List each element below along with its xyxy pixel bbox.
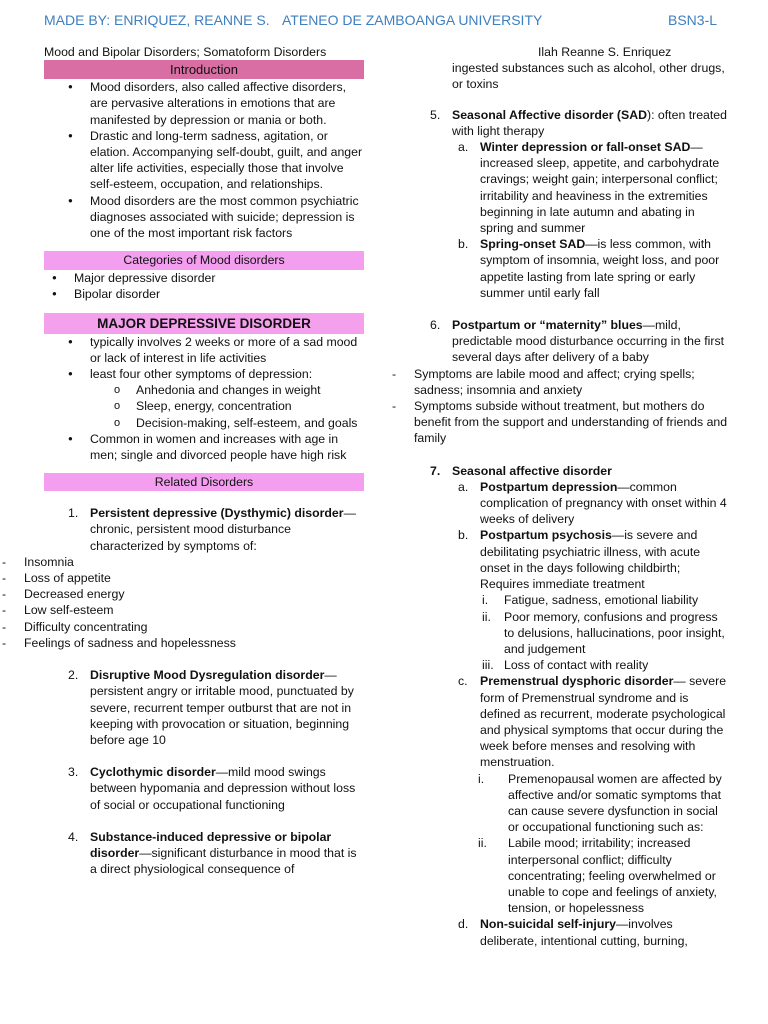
roman-number: ii. — [478, 836, 487, 851]
page-header — [0, 12, 768, 32]
sad-item-b — [398, 236, 728, 301]
item-term: Premenstrual dysphoric disorder — [480, 674, 674, 689]
author-name: Ilah Reanne S. Enriquez — [538, 45, 672, 59]
mdd-sublist — [44, 382, 364, 431]
roman-text: Labile mood; irritability; increased interpersonal conflict; difficulty concentrating; feeling overwhelmed or unable to cope and feelings of anxiety, tension, or hopelessness — [508, 836, 717, 916]
list-item: ● Bipolar disorder — [44, 286, 364, 302]
list-item: - Difficulty concentrating — [0, 619, 364, 635]
item-number: 1. — [68, 506, 79, 521]
item-term: Seasonal affective disorder — [452, 463, 612, 478]
item-text: —is less common, with symptom of insomnia, weight loss, and poor appetite lasting from late spring or early summer until early fall — [480, 237, 720, 300]
item-term: Cyclothymic disorder — [90, 765, 216, 780]
header-author: MADE BY: ENRIQUEZ, REANNE S. — [44, 12, 270, 28]
list-item: ● typically involves 2 weeks or more of a sad mood or lack of interest in life activities — [44, 334, 364, 366]
item-text: —chronic, persistent mood disturbance characterized by symptoms of: — [90, 506, 356, 553]
left-column — [24, 44, 364, 877]
mdd-heading: MAJOR DEPRESSIVE DISORDER — [44, 313, 364, 334]
header-school: ATENEO DE ZAMBOANGA UNIVERSITY — [282, 12, 543, 28]
list-item — [44, 366, 364, 431]
item-text: —mild mood swings between hypomania and depression without loss of social or occupational functioning — [90, 765, 356, 812]
sublist-item: o Decision-making, self-esteem, and goals — [44, 415, 364, 431]
postpartum-item-c — [398, 673, 728, 770]
list-item: ● Mood disorders, also called affective disorders, are pervasive alterations in emotions that are manifested by depression or mania or both. — [44, 79, 364, 128]
item-text: —is severe and debilitating psychiatric illness, with acute onset in the days following childbirth; Requires immediate treatment — [480, 528, 701, 592]
introduction-list — [44, 79, 364, 241]
list-item: - Feelings of sadness and hopelessness — [0, 635, 364, 651]
item-term: Postpartum or “maternity” blues — [452, 318, 643, 333]
list-item: ● Common in women and increases with age in men; single and divorced people have high risk — [44, 431, 364, 463]
postpartum-item-a — [398, 479, 728, 528]
item-number: 4. — [68, 829, 79, 844]
item-letter: c. — [458, 674, 468, 689]
postpartum-item-b — [398, 527, 728, 592]
list-item: - Symptoms subside without treatment, but mothers do benefit from the support and understanding of friends and family — [390, 398, 728, 447]
introduction-heading: Introduction — [44, 60, 364, 79]
list-item: - Symptoms are labile mood and affect; crying spells; sadness; insomnia and anxiety — [390, 366, 728, 398]
related-item-3 — [44, 764, 364, 813]
item-letter: a. — [458, 140, 469, 155]
item-term: Non-suicidal self-injury — [480, 917, 616, 932]
related-heading: Related Disorders — [44, 473, 364, 491]
roman-text: Premenopausal women are affected by affective and/or somatic symptoms that can cause severe dysfunction in social or occupational functioning such as: — [508, 771, 722, 835]
item-term: Seasonal Affective disorder (SAD — [452, 107, 647, 122]
r6-symptom-list — [390, 366, 728, 447]
list-item: - Low self-esteem — [0, 602, 364, 618]
item-text: —common complication of pregnancy with onset within 4 weeks of delivery — [480, 479, 727, 527]
item-letter: b. — [458, 528, 469, 543]
roman-item — [398, 835, 728, 916]
continued-text: ingested substances such as alcohol, other drugs, or toxins — [452, 61, 725, 92]
header-section: BSN3-L — [668, 12, 718, 28]
item-term: Postpartum psychosis — [480, 528, 612, 543]
document-title: Mood and Bipolar Disorders; Somatoform Disorders — [44, 45, 327, 59]
item-term: Spring-onset SAD — [480, 237, 586, 252]
item-number: 3. — [68, 765, 79, 780]
postpartum-item-d — [398, 916, 728, 948]
item-term: Postpartum depression — [480, 479, 618, 494]
roman-number: i. — [478, 771, 485, 786]
list-item: - Decreased energy — [0, 586, 364, 602]
item-number: 6. — [430, 318, 441, 333]
item-term: Winter depression or fall-onset SAD — [480, 140, 691, 155]
item-letter: d. — [458, 917, 469, 932]
item-term: Persistent depressive (Dysthymic) disorder — [90, 506, 344, 521]
item-number: 7. — [430, 463, 441, 478]
roman-text: Poor memory, confusions and progress to delusions, hallucinations, poor insight, and judgement — [504, 609, 725, 656]
item-text: ): often treated with light therapy — [452, 107, 727, 138]
right-column — [398, 44, 728, 949]
sad-item-a — [398, 139, 728, 236]
related-item-2 — [44, 667, 364, 748]
roman-item — [398, 657, 728, 673]
item-text: —involves deliberate, intentional cutting, burning, — [480, 917, 688, 948]
r1-symptom-list — [0, 554, 364, 651]
list-item: ● Drastic and long-term sadness, agitation, or elation. Accompanying self-doubt, guilt, and anger alter life activities, especially those that involve self-esteem, occupation, and relationships. — [44, 128, 364, 193]
item-number: 2. — [68, 668, 79, 683]
roman-text: Loss of contact with reality — [504, 658, 649, 673]
categories-heading: Categories of Mood disorders — [44, 251, 364, 270]
item-text: — persistent angry or irritable mood, punctuated by severe, recurrent temper outburst that are not in keeping with provocation or situation, beginning before age 10 — [90, 668, 354, 747]
item-letter: b. — [458, 237, 469, 252]
roman-text: Fatigue, sadness, emotional liability — [504, 593, 699, 608]
roman-item — [398, 771, 728, 836]
roman-item — [398, 592, 728, 608]
mdd-list — [44, 334, 364, 464]
item-text: —significant disturbance in mood that is a direct physiological consequence of — [90, 845, 357, 877]
item-number: 5. — [430, 107, 441, 122]
roman-number: ii. — [482, 609, 491, 624]
roman-number: iii. — [482, 658, 494, 673]
list-item: ● Major depressive disorder — [44, 270, 364, 286]
roman-number: i. — [482, 593, 489, 608]
item-term: Substance-induced depressive or bipolar disorder — [90, 829, 332, 860]
related-item-5 — [398, 107, 728, 139]
item-text: —mild, predictable mood disturbance occurring in the first several days after delivery of a baby — [452, 318, 725, 365]
list-item: - Insomnia — [0, 554, 364, 570]
sublist-item: o Sleep, energy, concentration — [44, 398, 364, 414]
item-letter: a. — [458, 479, 469, 494]
sublist-item: o Anhedonia and changes in weight — [44, 382, 364, 398]
roman-item — [398, 609, 728, 658]
related-item-7 — [398, 463, 728, 479]
item-term: Disruptive Mood Dysregulation disorder — [90, 668, 325, 683]
list-item: - Loss of appetite — [0, 570, 364, 586]
related-item-4 — [44, 829, 364, 878]
related-item-1 — [44, 505, 364, 554]
list-item-text: least four other symptoms of depression: — [90, 367, 313, 382]
list-item: ● Mood disorders are the most common psychiatric diagnoses associated with suicide; depression is one of the most important risk factors — [44, 193, 364, 242]
item-text: — increased sleep, appetite, and carbohydrate cravings; weight gain; interpersonal conflict; irritability and heaviness in the extremities beginning in late autumn and abating in spring and summer — [480, 140, 720, 236]
categories-list — [44, 270, 364, 302]
item-text: — severe form of Premenstrual syndrome and is defined as recurrent, moderate psychological and physical symptoms that occur during the week before menses and resolving with menstruation. — [480, 674, 727, 770]
related-item-6 — [398, 317, 728, 366]
